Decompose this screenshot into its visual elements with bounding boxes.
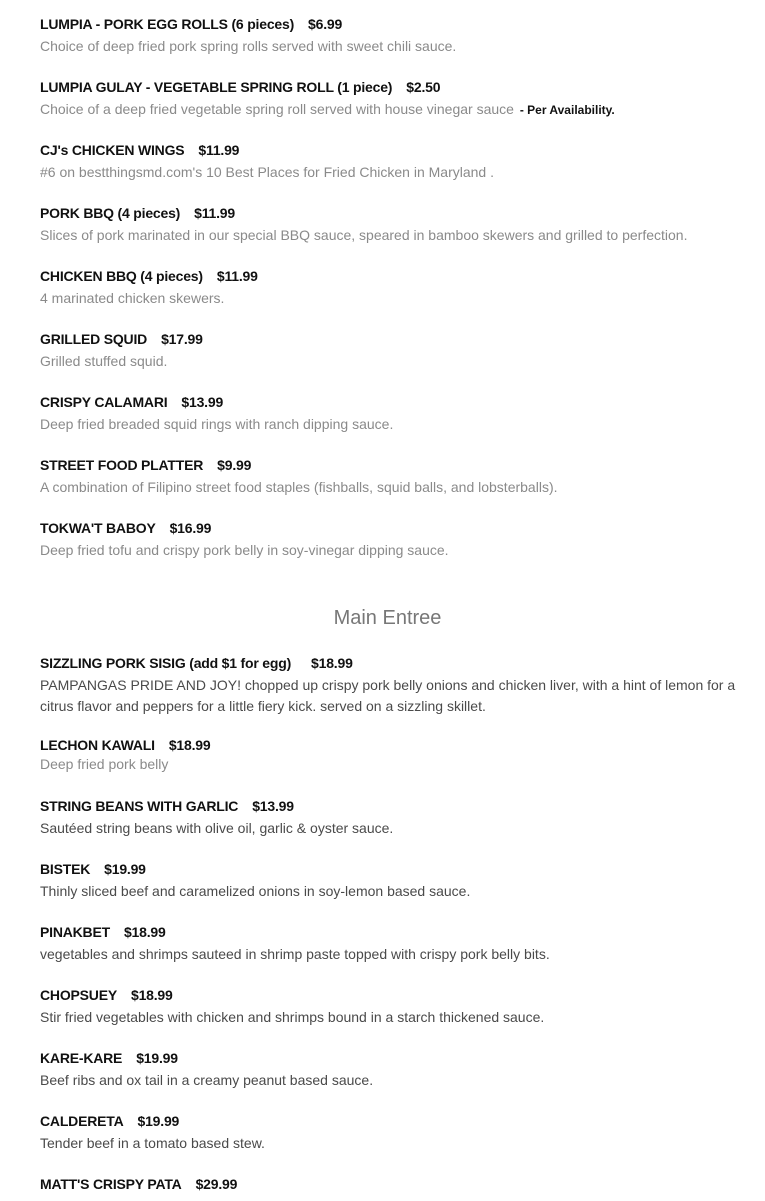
menu-item-name: MATT'S CRISPY PATA [40, 1176, 182, 1192]
menu-item-header [40, 267, 740, 285]
menu-item-name: CHOPSUEY [40, 987, 117, 1003]
availability-note: - Per Availability. [519, 103, 615, 117]
menu-item-price: $11.99 [198, 142, 240, 158]
menu-item-description: Stir fried vegetables with chicken and shrimps bound in a starch thickened sauce. [40, 1009, 545, 1025]
menu-item-price: $6.99 [308, 16, 343, 32]
menu-item-header [40, 860, 740, 878]
menu-item-description: vegetables and shrimps sauteed in shrimp paste topped with crispy pork belly bits. [40, 946, 550, 962]
menu-item-price: $18.99 [130, 987, 173, 1003]
menu-item-sizzling-pork-sisig [40, 654, 740, 717]
menu-item-price: $13.99 [252, 798, 294, 814]
menu-item-caldereta [40, 1112, 740, 1154]
menu-item-header [40, 15, 740, 33]
menu-item-chicken-wings [40, 141, 740, 183]
menu-item-name: CJ's CHICKEN WINGS [40, 142, 185, 158]
menu-item-tokwat-baboy [40, 519, 740, 561]
menu-item-price: $2.50 [406, 79, 441, 95]
menu-item-description: Deep fried tofu and crispy pork belly in soy-vinegar dipping sauce. [40, 542, 449, 558]
menu-item-description: Deep fried breaded squid rings with ranch dipping sauce. [40, 416, 394, 432]
menu-item-crispy-calamari [40, 393, 740, 435]
menu-item-description-row [40, 99, 740, 121]
menu-item-street-food-platter [40, 456, 740, 498]
menu-item-chopsuey [40, 986, 740, 1028]
menu-item-header [40, 1112, 740, 1130]
menu-item-name: LUMPIA - PORK EGG ROLLS (6 pieces) [40, 16, 295, 32]
menu-item-description: PAMPANGAS PRIDE AND JOY! chopped up crispy pork belly onions and chicken liver, with a hint of lemon for a citrus flavor and peppers for a little fiery kick. served on a sizzling skillet. [40, 677, 736, 714]
menu-item-name: GRILLED SQUID [40, 331, 148, 347]
menu-item-header [40, 923, 740, 941]
menu-item-name: KARE-KARE [40, 1050, 123, 1066]
menu-item-chicken-bbq [40, 267, 740, 309]
menu-item-description: 4 marinated chicken skewers. [40, 290, 225, 306]
menu-item-name: STREET FOOD PLATTER [40, 457, 204, 473]
menu-item-name: LECHON KAWALI [40, 737, 155, 753]
menu-item-name: PINAKBET [40, 924, 110, 940]
menu-item-pork-bbq [40, 204, 740, 246]
menu-item-price: $18.99 [168, 737, 211, 753]
menu-item-description: Grilled stuffed squid. [40, 353, 168, 369]
menu-item-lumpia-pork [40, 15, 740, 57]
menu-item-pinakbet [40, 923, 740, 965]
section-title: Main Entree [333, 607, 442, 629]
menu-item-kare-kare [40, 1049, 740, 1091]
menu-item-name: SIZZLING PORK SISIG (add $1 for egg) [40, 655, 292, 671]
menu-item-header [40, 330, 740, 348]
menu-item-header [40, 519, 740, 537]
menu-item-bistek [40, 860, 740, 902]
menu-item-price: $11.99 [216, 268, 258, 284]
menu-item-header [40, 141, 740, 159]
menu-item-name: PORK BBQ (4 pieces) [40, 205, 181, 221]
menu-item-grilled-squid [40, 330, 740, 372]
menu-item-lumpia-gulay [40, 78, 740, 121]
menu-item-description: Thinly sliced beef and caramelized onions in soy-lemon based sauce. [40, 883, 471, 899]
menu-item-description: Sautéed string beans with olive oil, garlic & oyster sauce. [40, 820, 394, 836]
menu-item-header [40, 78, 740, 96]
menu-item-price: $9.99 [217, 457, 252, 473]
menu-item-description: A combination of Filipino street food staples (fishballs, squid balls, and lobsterballs). [40, 479, 558, 495]
menu-item-name: STRING BEANS WITH GARLIC [40, 798, 239, 814]
menu-item-price: $19.99 [137, 1113, 180, 1129]
menu-item-description: Beef ribs and ox tail in a creamy peanut based sauce. [40, 1072, 374, 1088]
menu-item-description: Slices of pork marinated in our special BBQ sauce, speared in bamboo skewers and grilled to perfection. [40, 227, 688, 243]
menu-item-name: CHICKEN BBQ (4 pieces) [40, 268, 203, 284]
menu-item-price: $18.99 [123, 924, 166, 940]
menu-item-header [40, 1175, 740, 1193]
menu-item-description: Tender beef in a tomato based stew. [40, 1135, 265, 1151]
menu-item-price: $17.99 [161, 331, 203, 347]
menu-item-header [40, 654, 740, 672]
menu-item-header [40, 456, 740, 474]
menu-item-price: $18.99 [311, 655, 353, 671]
menu-item-price: $19.99 [104, 861, 146, 877]
menu-item-header [40, 736, 740, 754]
menu-item-price: $19.99 [136, 1050, 178, 1066]
menu-item-price: $11.99 [194, 205, 235, 221]
menu-item-header [40, 204, 740, 222]
menu-item-name: TOKWA'T BABOY [40, 520, 156, 536]
menu-item-price: $29.99 [195, 1176, 238, 1192]
menu-item-description: Choice of a deep fried vegetable spring roll served with house vinegar sauce [40, 101, 514, 117]
menu-item-price: $16.99 [169, 520, 212, 536]
menu-item-name: LUMPIA GULAY - VEGETABLE SPRING ROLL (1 piece) [40, 79, 393, 95]
menu-item-description: Deep fried pork belly [40, 756, 169, 772]
menu-item-name: CRISPY CALAMARI [40, 394, 168, 410]
menu-item-header [40, 986, 740, 1004]
menu-item-header [40, 393, 740, 411]
menu-item-string-beans [40, 797, 740, 839]
menu-item-price: $13.99 [181, 394, 224, 410]
menu-item-description: Choice of deep fried pork spring rolls served with sweet chili sauce. [40, 38, 457, 54]
menu-item-crispy-pata [40, 1175, 740, 1193]
menu-item-description: #6 on bestthingsmd.com's 10 Best Places for Fried Chicken in Maryland . [40, 164, 494, 180]
menu-item-header [40, 1049, 740, 1067]
menu-item-header [40, 797, 740, 815]
menu-item-name: BISTEK [40, 861, 91, 877]
menu-item-name: CALDERETA [40, 1113, 124, 1129]
menu-item-lechon-kawali [40, 736, 740, 775]
